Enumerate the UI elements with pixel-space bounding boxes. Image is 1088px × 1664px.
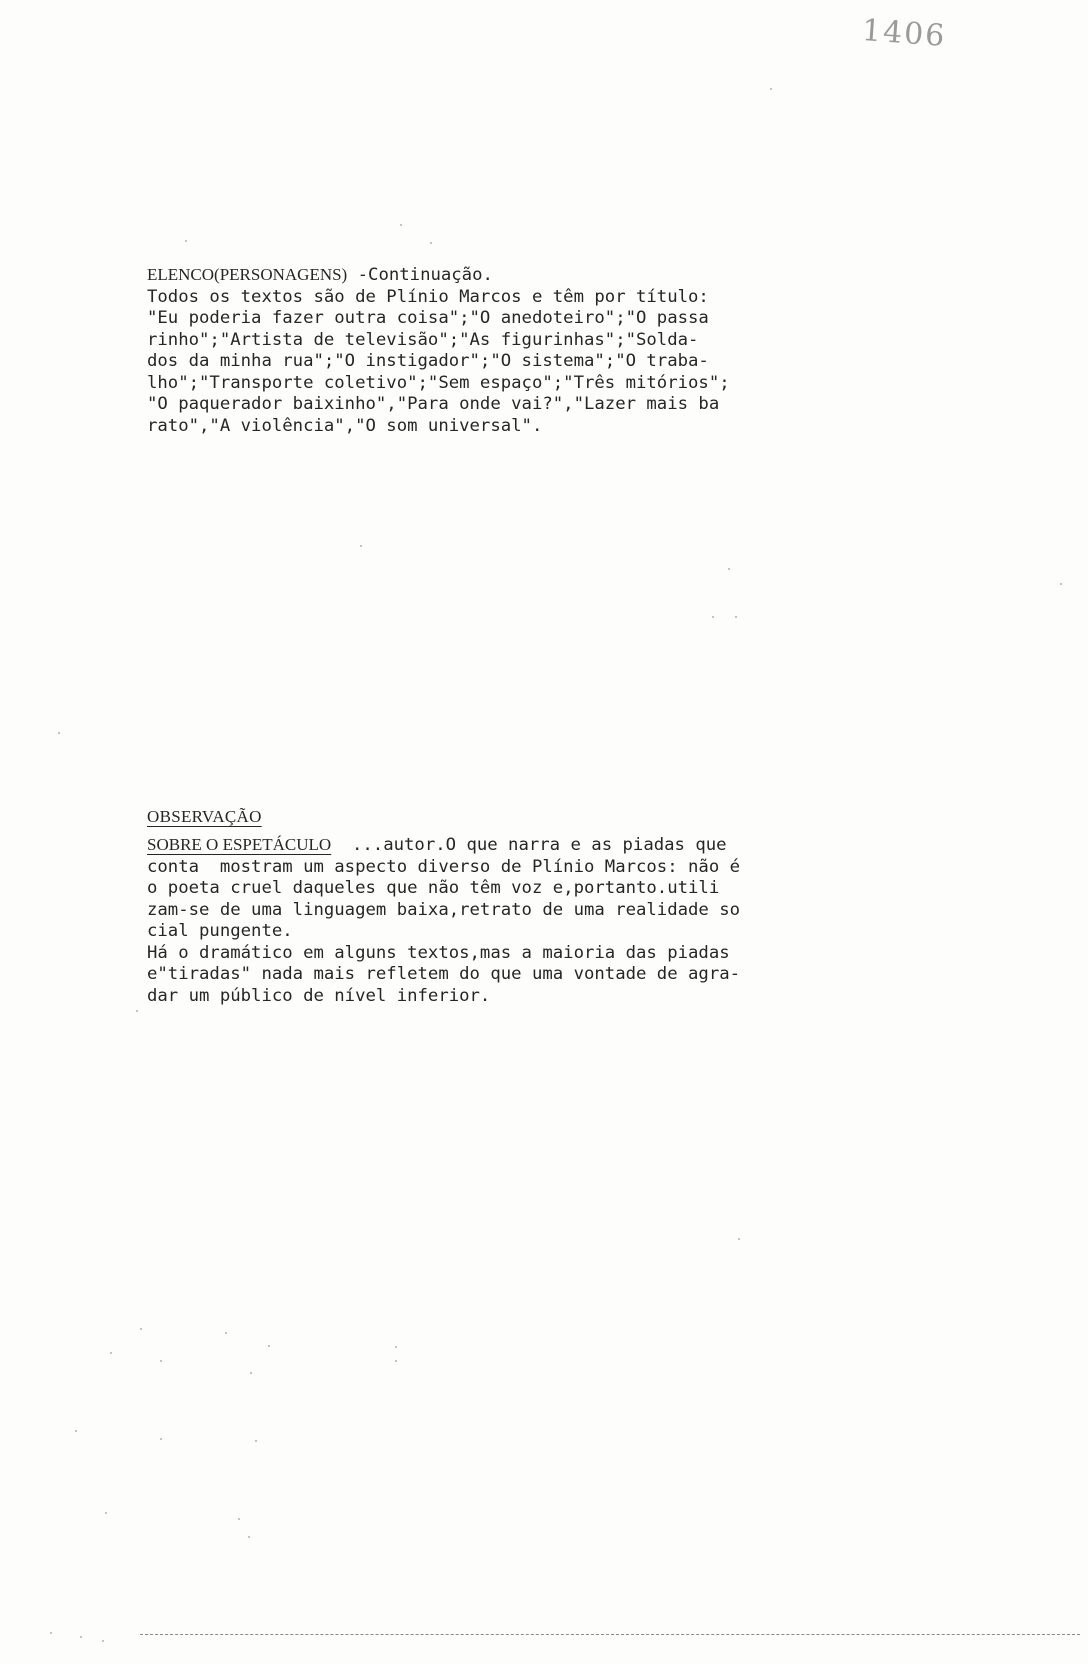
- observacao-line: Há o dramático em alguns textos,mas a maioria das piadas: [147, 942, 730, 963]
- elenco-line: rinho";"Artista de televisão";"As figurinhas";"Solda-: [147, 329, 699, 350]
- elenco-heading-suffix: -Continuação.: [347, 265, 493, 285]
- scan-speck: [58, 732, 60, 734]
- scan-speck: [728, 568, 730, 570]
- scan-speck: [110, 1352, 112, 1354]
- observacao-line: e"tiradas" nada mais refletem do que uma vontade de agra-: [147, 964, 741, 984]
- scan-speck: [136, 1010, 138, 1012]
- scan-speck: [735, 616, 737, 618]
- scan-speck: [430, 242, 432, 244]
- observacao-first-line-rest: ...autor.O que narra e as piadas que: [331, 835, 727, 855]
- elenco-line: lho";"Transporte coletivo";"Sem espaço";"Três mitórios";: [147, 372, 730, 393]
- elenco-line: "O paquerador baixinho","Para onde vai?","Lazer mais ba: [147, 394, 720, 414]
- scan-speck: [400, 224, 402, 226]
- scan-speck: [712, 616, 714, 618]
- scan-speck: [105, 1512, 107, 1514]
- scan-speck: [268, 1345, 270, 1347]
- scan-speck: [238, 1518, 240, 1520]
- observacao-line: zam-se de uma linguagem baixa,retrato de uma realidade so: [147, 899, 741, 920]
- scan-speck: [102, 1640, 104, 1642]
- elenco-line: "Eu poderia fazer outra coisa";"O anedoteiro";"O passa: [147, 308, 709, 328]
- elenco-line: rato","A violência","O som universal".: [147, 415, 543, 436]
- scan-speck: [1060, 583, 1062, 585]
- scan-speck: [50, 1632, 52, 1634]
- observacao-line: cial pungente.: [147, 921, 293, 941]
- scan-speck: [255, 1440, 257, 1442]
- scan-speck: [160, 1438, 162, 1440]
- elenco-section: [147, 264, 907, 437]
- scan-edge-line: [140, 1634, 1080, 1635]
- scan-speck: [185, 240, 187, 242]
- scan-speck: [738, 1238, 740, 1240]
- observacao-line: o poeta cruel daqueles que não têm voz e,portanto.utili: [147, 878, 720, 898]
- observacao-first-line: [147, 834, 907, 857]
- elenco-line: dos da minha rua";"O instigador";"O sistema";"O traba-: [147, 351, 709, 371]
- elenco-heading-line: [147, 264, 907, 287]
- scan-speck: [75, 1430, 77, 1432]
- scan-speck: [248, 1536, 250, 1538]
- page-number: 1406: [860, 13, 948, 54]
- elenco-heading: ELENCO(PERSONAGENS): [147, 265, 348, 284]
- observacao-line: dar um público de nível inferior.: [147, 985, 491, 1006]
- elenco-line: Todos os textos são de Plínio Marcos e têm por título:: [147, 286, 709, 307]
- scan-speck: [250, 1372, 252, 1374]
- observacao-subtitle: SOBRE O ESPETÁCULO: [147, 835, 332, 854]
- scan-speck: [225, 1332, 227, 1334]
- scan-speck: [80, 1636, 82, 1638]
- scan-speck: [140, 1328, 142, 1330]
- scan-speck: [395, 1360, 397, 1362]
- scan-speck: [160, 1360, 162, 1362]
- observacao-line: conta mostram um aspecto diverso de Plínio Marcos: não é: [147, 856, 741, 877]
- scan-speck: [395, 1346, 397, 1348]
- scan-speck: [770, 88, 772, 90]
- observacao-title: OBSERVAÇÃO: [147, 807, 262, 826]
- observacao-section: [147, 806, 907, 1007]
- scan-speck: [360, 545, 362, 547]
